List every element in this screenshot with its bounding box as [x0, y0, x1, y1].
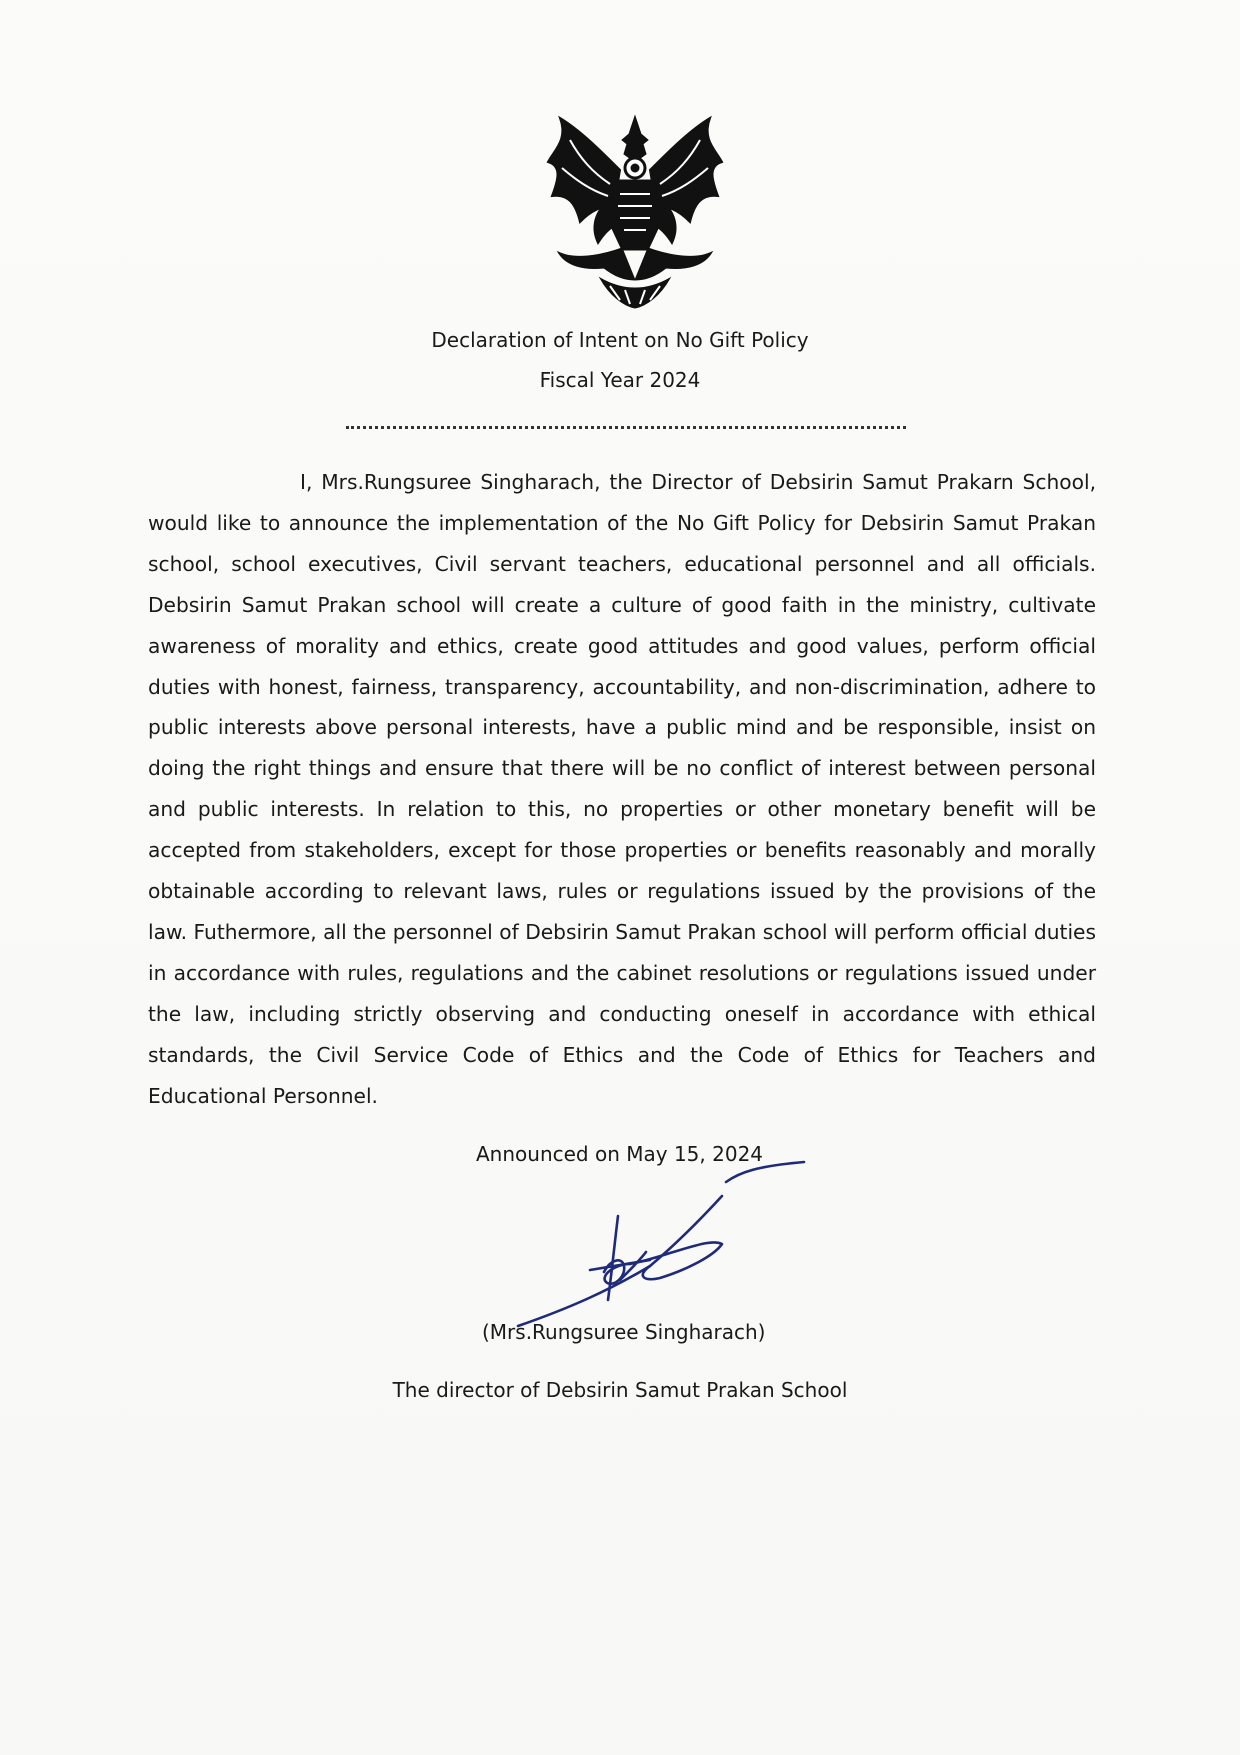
declaration-paragraph: I, Mrs.Rungsuree Singharach, the Director of Debsirin Samut Prakarn School, would like to announce the implementation of the No Gift Policy for Debsirin Samut Prakan school, school executives, Civil servant teachers, educational personnel and all officials. Debsirin Samut Prakan school will create a culture of good faith in the ministry, cultivate awareness of morality and ethics, create good attitudes and good values, perform official duties with honest, fairness, transparency, accountability, and non-discrimination, adhere to public interests above personal interests, have a public mind and be responsible, insist on doing the right things and ensure that there will be no conflict of interest between personal and public interests. In relation to this, no properties or other monetary benefit will be accepted from stakeholders, except for those properties or benefits reasonably and morally obtainable according to relevant laws, rules or regulations issued by the provisions of the law. Futhermore, all the personnel of Debsirin Samut Prakan school will perform official duties in accordance with rules, regulations and the cabinet resolutions or regulations issued under the law, including strictly observing and conducting oneself in accordance with ethical standards, the Civil Service Code of Ethics and the Code of Ethics for Teachers and Educational Personnel. [148, 470, 1096, 1108]
handwritten-signature-icon [500, 1160, 820, 1330]
signer-title: The director of Debsirin Samut Prakan School [392, 1378, 848, 1402]
signer-name: (Mrs.Rungsuree Singharach) [482, 1320, 766, 1344]
document-title: Declaration of Intent on No Gift Policy [431, 328, 809, 352]
garuda-emblem-icon [540, 110, 730, 310]
fiscal-year-subtitle: Fiscal Year 2024 [539, 368, 701, 392]
dotted-divider [346, 426, 906, 429]
announcement-date: Announced on May 15, 2024 [476, 1142, 764, 1166]
